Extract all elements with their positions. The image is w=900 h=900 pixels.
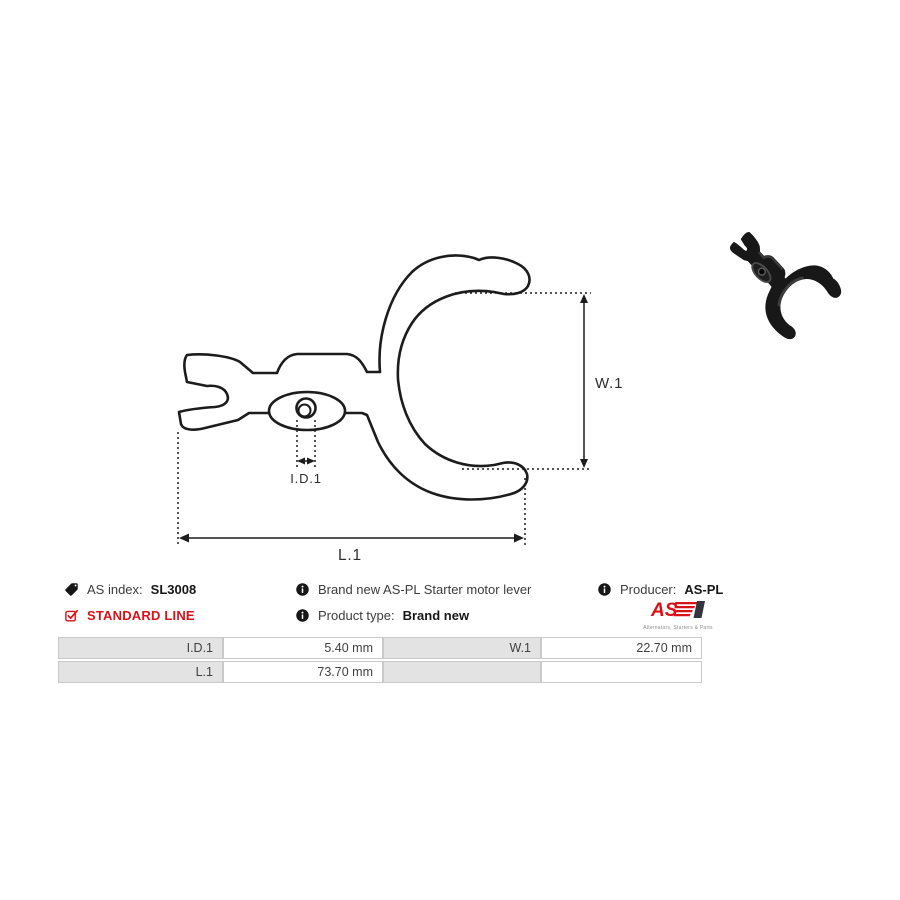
spec-value-id1: 5.40 mm [223, 637, 383, 659]
spec-value-l1: 73.70 mm [223, 661, 383, 683]
checkbox-checked-icon [64, 608, 79, 623]
product-photo [714, 211, 843, 342]
info-icon [295, 608, 310, 623]
as-pl-logo-text: AS [651, 600, 678, 619]
label-w1: W.1 [595, 375, 624, 392]
spec-label-l1: L.1 [58, 661, 223, 683]
producer-label: Producer: [620, 582, 677, 597]
tag-icon [64, 582, 79, 597]
as-index-row [64, 582, 196, 597]
as-index-value: SL3008 [150, 582, 197, 597]
spec-value-empty [541, 661, 702, 683]
spec-table [58, 637, 706, 685]
label-l1: L.1 [338, 547, 362, 564]
label-id1: I.D.1 [290, 471, 322, 486]
product-type-label: Product type: [318, 608, 395, 623]
as-pl-logo-tagline: Alternators, Starters & Parts [643, 625, 713, 631]
spec-value-w1: 22.70 mm [541, 637, 702, 659]
standard-line-row [64, 608, 195, 623]
product-description: Brand new AS-PL Starter motor lever [318, 582, 532, 597]
producer-row [597, 582, 723, 597]
product-type-row [295, 608, 469, 623]
producer-value: AS-PL [684, 582, 724, 597]
spec-label-w1: W.1 [383, 637, 541, 659]
lever-outline [179, 256, 530, 500]
product-type-value: Brand new [402, 608, 470, 623]
spec-label-empty [383, 661, 541, 683]
standard-line-label: STANDARD LINE [87, 608, 195, 623]
as-pl-logo [633, 600, 723, 631]
table-row [58, 637, 706, 659]
pivot-hole-inner [299, 405, 311, 417]
info-icon [597, 582, 612, 597]
table-row [58, 661, 706, 683]
spec-label-id1: I.D.1 [58, 637, 223, 659]
as-pl-logo-mark [650, 600, 706, 619]
as-index-label: AS index: [87, 582, 143, 597]
info-icon [295, 582, 310, 597]
description-row [295, 582, 531, 597]
